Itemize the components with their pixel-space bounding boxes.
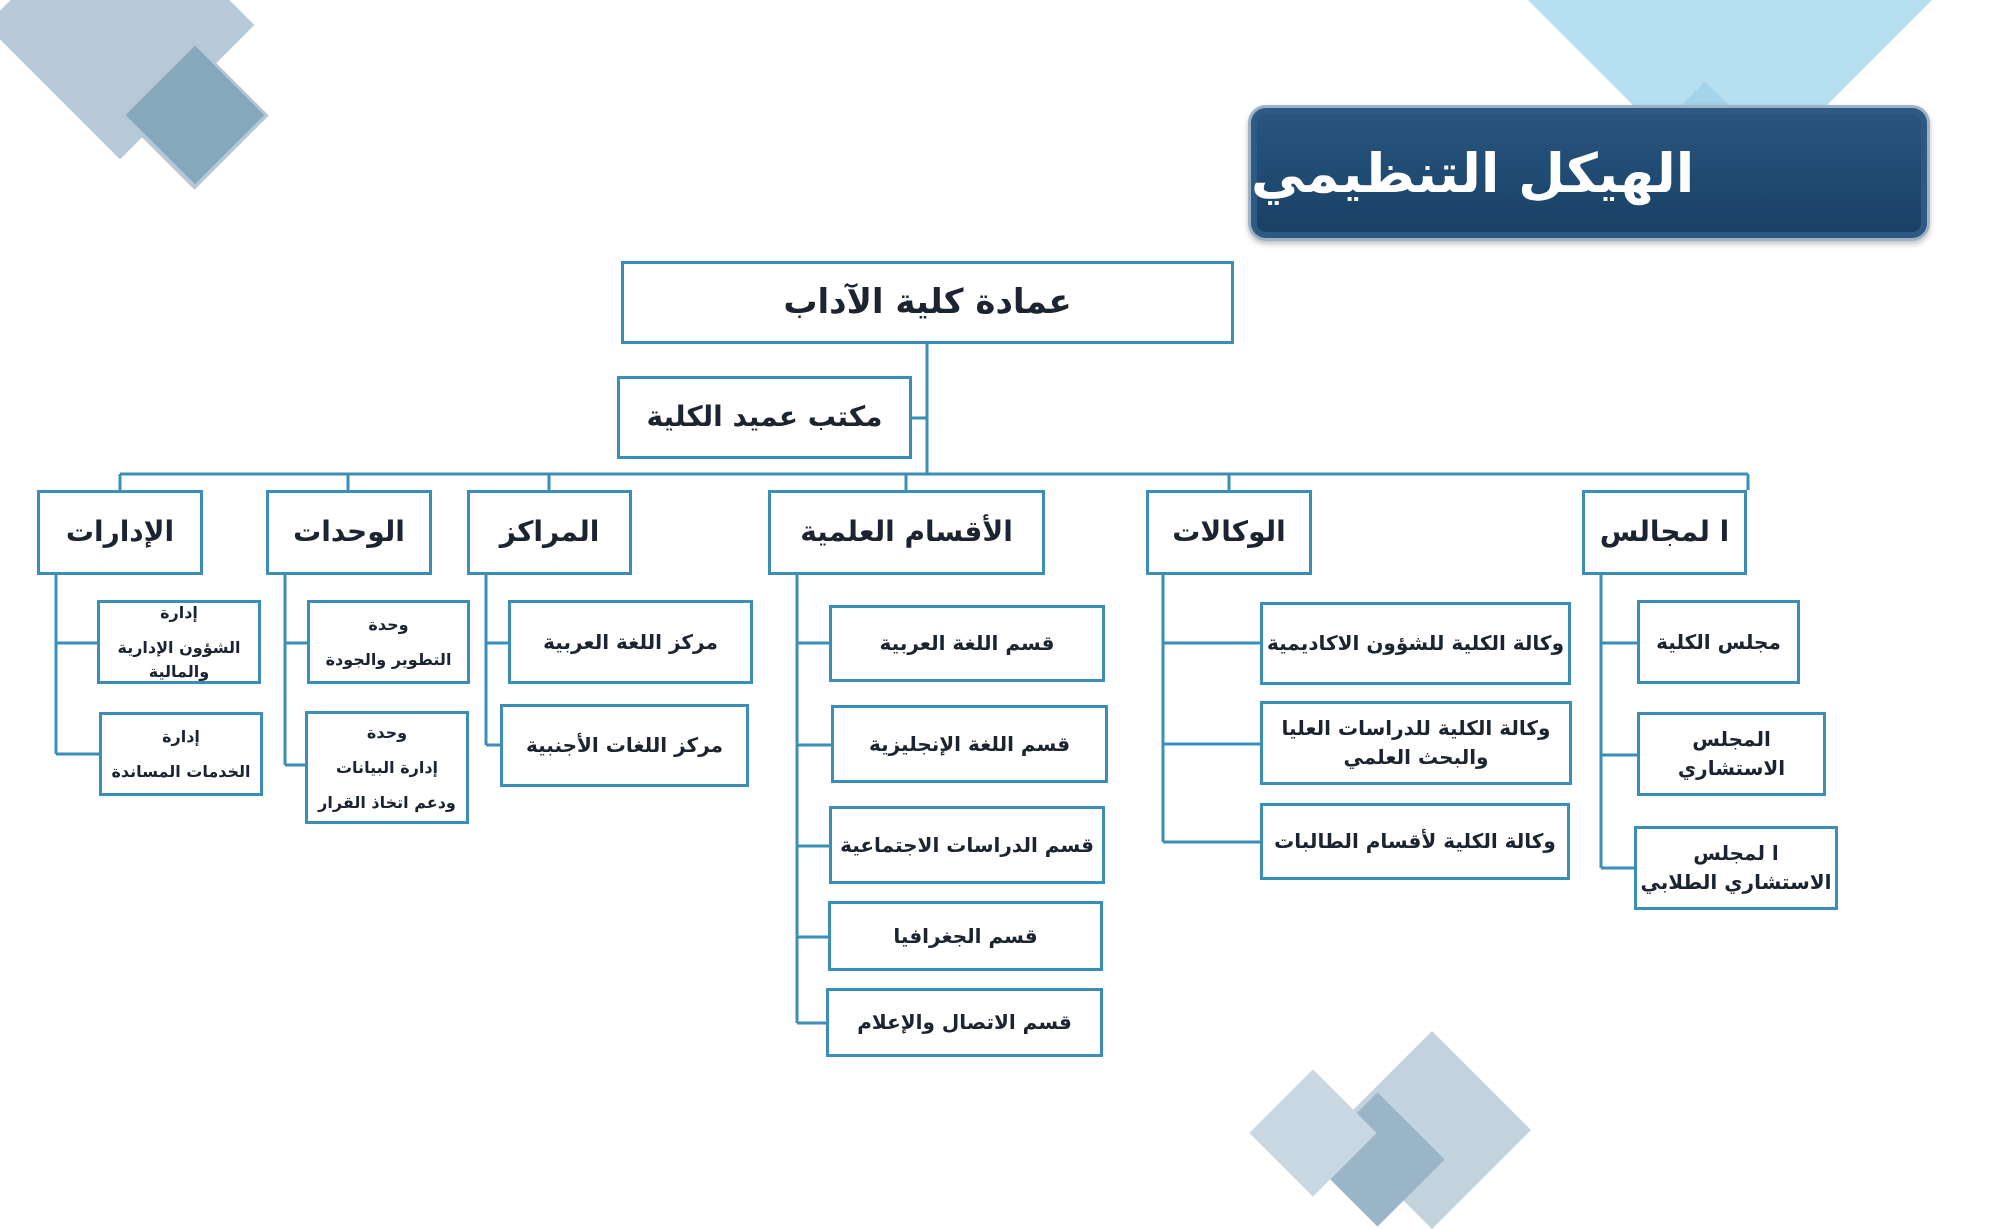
category-vicedeanships bbox=[1146, 490, 1312, 575]
department-arabic-label: قسم اللغة العربية bbox=[879, 631, 1055, 655]
vicedeanship-graduate-line2: والبحث العلمي bbox=[1343, 745, 1489, 769]
unit-data-management bbox=[305, 711, 469, 824]
unit-development-quality-line2: التطوير والجودة bbox=[325, 650, 452, 669]
center-arabic-language-label: مركز اللغة العربية bbox=[543, 629, 718, 654]
page-title-banner bbox=[1248, 105, 1930, 241]
unit-development-quality bbox=[307, 600, 470, 684]
center-foreign-languages-label: مركز اللغات الأجنبية bbox=[525, 733, 724, 757]
vicedeanship-female-label: وكالة الكلية لأقسام الطالبات bbox=[1274, 829, 1556, 853]
department-communication-label: قسم الاتصال والإعلام bbox=[857, 1010, 1072, 1034]
unit-data-management-line2: إدارة البيانات bbox=[335, 757, 439, 777]
category-centers-label: المراكز bbox=[499, 515, 600, 549]
department-geography bbox=[828, 901, 1103, 971]
unit-data-management-line3: ودعم اتخاذ القرار bbox=[318, 793, 456, 813]
category-departments-label: الأقسام العلمية bbox=[800, 515, 1013, 549]
category-departments bbox=[768, 490, 1045, 575]
administration-support-services-line1: إدارة bbox=[162, 726, 200, 746]
category-units-label: الوحدات bbox=[293, 515, 405, 549]
department-arabic bbox=[829, 605, 1105, 682]
administration-support-services bbox=[99, 712, 263, 796]
department-geography-label: قسم الجغرافيا bbox=[893, 923, 1038, 948]
administration-support-services-line2: الخدمات المساندة bbox=[111, 762, 251, 781]
council-college-label: مجلس الكلية bbox=[1656, 629, 1781, 654]
administration-admin-finance-line2: الشؤون الإدارية والمالية bbox=[117, 638, 241, 681]
category-units bbox=[266, 490, 432, 575]
dean-office-box bbox=[617, 376, 912, 459]
department-social-studies bbox=[829, 806, 1105, 884]
vicedeanship-academic bbox=[1260, 602, 1571, 685]
vicedeanship-academic-label: وكالة الكلية للشؤون الاكاديمية bbox=[1267, 631, 1564, 655]
department-english-label: قسم اللغة الإنجليزية bbox=[868, 731, 1071, 756]
category-vicedeanships-label: الوكالات bbox=[1172, 515, 1286, 549]
center-foreign-languages bbox=[500, 704, 749, 787]
vicedeanship-graduate bbox=[1260, 701, 1572, 785]
dean-office-label: مكتب عميد الكلية bbox=[646, 400, 883, 434]
council-advisory-label: المجلس الاستشاري bbox=[1677, 727, 1786, 780]
department-social-studies-label: قسم الدراسات الاجتماعية bbox=[840, 832, 1094, 857]
council-student-advisory bbox=[1634, 826, 1838, 910]
category-administrations bbox=[37, 490, 203, 575]
unit-development-quality-line1: وحدة bbox=[368, 614, 409, 634]
administration-admin-finance-line1: إدارة bbox=[160, 603, 198, 623]
center-arabic-language bbox=[508, 600, 753, 684]
administration-admin-finance bbox=[97, 600, 261, 684]
council-advisory bbox=[1637, 712, 1826, 796]
council-college bbox=[1637, 600, 1800, 684]
page-title: الهيكل التنظيمي bbox=[1251, 141, 1695, 205]
category-centers bbox=[467, 490, 632, 575]
vicedeanship-graduate-line1: وكالة الكلية للدراسات العليا bbox=[1281, 716, 1551, 740]
category-councils-label: ا لمجالس bbox=[1599, 515, 1730, 549]
vicedeanship-female bbox=[1260, 803, 1570, 880]
category-councils bbox=[1582, 490, 1747, 575]
category-administrations-label: الإدارات bbox=[65, 515, 175, 549]
department-english bbox=[831, 705, 1108, 783]
deanship-label: عمادة كلية الآداب bbox=[783, 281, 1072, 322]
unit-data-management-line1: وحدة bbox=[366, 722, 408, 742]
council-student-advisory-label: ا لمجلس الاستشاري الطلابي bbox=[1640, 841, 1832, 894]
deanship-box bbox=[621, 261, 1234, 344]
department-communication bbox=[826, 988, 1103, 1057]
